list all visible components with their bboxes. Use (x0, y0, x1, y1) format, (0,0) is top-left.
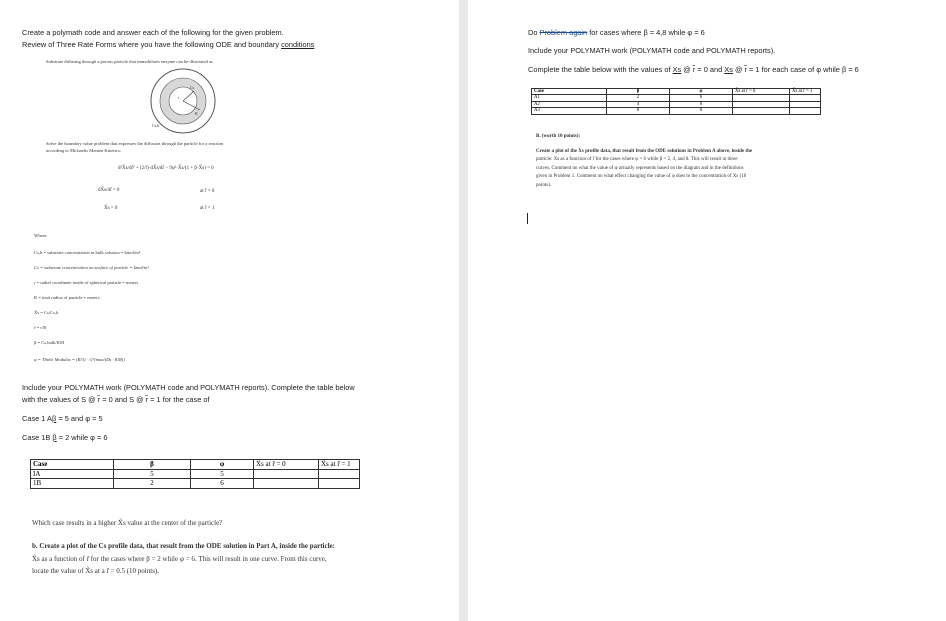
question-higher-xs: Which case results in a higher X̃s value at the center of the particle? (32, 519, 223, 527)
label-R: R (195, 111, 198, 116)
definition-r-tilde: r̃ = r/R (34, 325, 47, 330)
complete-text-a: Complete the table below with the values of (528, 65, 673, 74)
case-table-part-a (30, 459, 360, 489)
cell-phi: 6 (191, 479, 254, 489)
document-page-1 (0, 0, 459, 621)
part-b-line-1: b. Create a plot of the Cs profile data, that result from the ODE solution in Part A, inside the particle: (32, 542, 335, 550)
text-cursor[interactable] (527, 213, 528, 224)
part-b-line-5: points). (536, 182, 552, 188)
label-r: r (178, 95, 180, 100)
definition-beta: β = Cs,bulk/KM (34, 340, 65, 345)
case-1b-beta: β (52, 433, 57, 442)
table-row (31, 469, 360, 479)
part-b-title: B. (worth 10 points): (536, 134, 581, 139)
part-b-line-1: Create a plot of the Xs profile data, that result from the ODE solutions in Problem A above, inside the (536, 149, 753, 154)
cell-beta: 4 (607, 101, 670, 107)
definition-r: r = radial coordinate inside of spherical particle = meters (34, 280, 139, 285)
intro-line-2-text: Review of Three Rate Forms where you have the following ODE and boundary (22, 40, 282, 49)
case-1b-line (22, 433, 108, 442)
header-phi: φ (191, 460, 254, 470)
table-header-row (31, 460, 360, 470)
definition-xs: X̃s = Cs/Cs,b (34, 310, 59, 315)
include-line-1: Include your POLYMATH work (POLYMATH code and POLYMATH reports). Complete the table below (22, 383, 355, 392)
header-xs-r0: X̃s at r̃ = 0 (254, 460, 319, 470)
document-page-2 (468, 0, 946, 621)
ode-equation: d²X̃s/dr̃² + (2/r̃)·dX̃s/dr̃ − 9φ²·X̃s/(1 + β·X̃s) = 0 (118, 166, 214, 171)
cell-case: A3 (532, 108, 607, 114)
header-xs-r1: X̃s at r̃ = 1 (790, 89, 821, 95)
case-1a-values: = 5 and φ = 5 (56, 414, 103, 423)
definition-cs: Cs = substrate concentration on surface of particle = kmol/m³ (34, 265, 149, 270)
part-b-line-2: X̃s as a function of r̃ for the cases where β = 2 while φ = 6. This will result in one curve. From this curve, (32, 554, 327, 563)
part-b-line-2: particle: Xs as a function of r̃ for the cases where φ = 6 while β = 2, 4, and 8. This will result in three (536, 157, 738, 163)
case-1b-prefix: Case 1B (22, 433, 51, 442)
part-b-line-4: given in Problem 1. Comment on what effect changing the value of φ does to the concentration of Xs (10 (536, 174, 747, 180)
case-1b-values: = 2 while φ = 6 (56, 433, 108, 442)
include-polymath-line: Include your POLYMATH work (POLYMATH code and POLYMATH reports). (528, 46, 776, 55)
cell-case: IA (31, 469, 114, 479)
complete-table-line (528, 65, 859, 74)
cell-beta: 2 (607, 95, 670, 101)
cell-phi: 6 (670, 101, 733, 107)
part-b-line-3: locate the value of X̃s at a r̃ = 0.5 (10 points). (32, 567, 159, 575)
intro-conditions-word: conditions (281, 40, 315, 49)
cell-xs-r0[interactable] (733, 108, 790, 114)
do-struck-text: Problem again (539, 28, 588, 37)
cell-xs-r0[interactable] (254, 479, 319, 489)
complete-xs-1: Xs (672, 65, 682, 74)
do-rest: for cases where β = 4,8 while φ = 6 (587, 28, 705, 37)
figure-caption: Substrate diffusing through a porous particle that immobilizes enzyme can be illustrated as (46, 59, 213, 64)
bc2-equation: X̃s = 0 (104, 206, 118, 211)
case-1a-prefix: Case 1 A (22, 414, 52, 423)
do-prefix: Do (528, 28, 540, 37)
bc1-location: at r̃ = 0 (200, 189, 215, 194)
cell-xs-r1[interactable] (790, 108, 821, 114)
definition-R: R = total radius of particle = meters (34, 295, 100, 300)
header-case: Case (532, 89, 607, 95)
case-1a-line (22, 414, 103, 423)
intro-line-1: Create a polymath code and answer each of the following for the given problem. (22, 28, 284, 37)
cell-xs-r0[interactable] (254, 469, 319, 479)
table-row (31, 479, 360, 489)
part-b-instructions (536, 148, 752, 190)
cell-xs-r1[interactable] (319, 469, 360, 479)
definition-thiele-modulus: φ = Thiele Modulus = (R/3) · √(Vmax/(Ds · KM)) (34, 357, 125, 362)
table-row (532, 108, 821, 114)
where-label: Where: (34, 233, 48, 238)
bvp-line-1: Solve the boundary value problem that expresses the diffusion through the particle for a reaction (46, 141, 224, 146)
case-table-problem-a (531, 88, 821, 115)
cell-case: 1B (31, 479, 114, 489)
intro-line-2 (22, 40, 314, 49)
complete-text-c: @ r̃ = 1 for each case of φ while β = 6 (732, 65, 859, 74)
label-csb: Cs,b (152, 123, 160, 128)
header-phi: φ (670, 89, 733, 95)
cell-case: A2 (532, 101, 607, 107)
porous-particle-diagram (150, 68, 216, 134)
bc1-equation: dX̃s/dr̃ = 0 (98, 188, 120, 193)
part-b-line-3: curves. Comment on what the value of φ actually represents based on the diagram and in the definitions (536, 165, 744, 171)
header-xs-r0: X̃s at r̃ = 0 (733, 89, 790, 95)
case-1a-beta: β (52, 414, 57, 423)
definition-csb: Cs,b = substrate concentration in bulk solution = kmol/m³ (34, 250, 141, 255)
cell-phi: 6 (670, 108, 733, 114)
complete-text-b: @ r̃ = 0 and (681, 65, 725, 74)
header-beta: β (607, 89, 670, 95)
cell-beta: 2 (114, 479, 191, 489)
cell-xs-r1[interactable] (319, 479, 360, 489)
complete-xs-2: Xs (724, 65, 733, 74)
header-case: Case (31, 460, 114, 470)
header-xs-r1: X̃s at r̃ = 1 (319, 460, 360, 470)
include-line-2: with the values of S @ r̃ = 0 and S @ r̃ = 1 for the case of (22, 395, 210, 404)
header-beta: β (114, 460, 191, 470)
bc2-location: at r̃ = 1 (200, 206, 215, 211)
part-b-paragraph (32, 540, 335, 578)
cell-case: A1 (532, 95, 607, 101)
label-cs: Cs (190, 85, 195, 90)
cell-beta: 8 (607, 108, 670, 114)
cell-phi: 5 (191, 469, 254, 479)
bvp-line-2: according to Michaelis Menten Kinetics: (46, 148, 122, 153)
cell-phi: 6 (670, 95, 733, 101)
do-problem-line (528, 28, 705, 37)
cell-beta: 5 (114, 469, 191, 479)
